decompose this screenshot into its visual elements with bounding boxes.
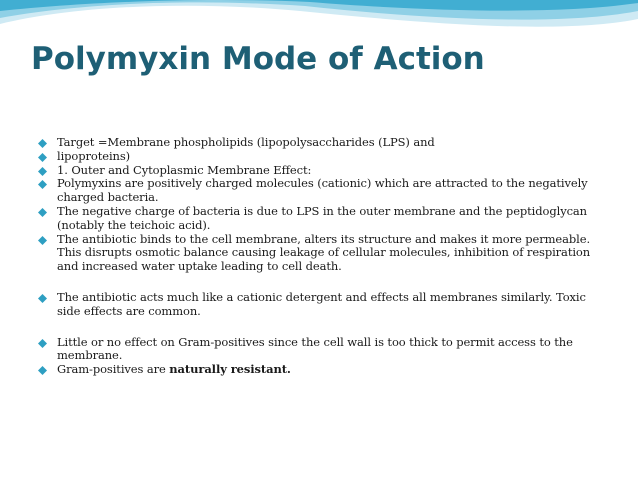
diamond-bullet-icon [38, 208, 47, 217]
diamond-bullet-icon [38, 167, 47, 176]
bullet-item [38, 205, 606, 233]
bullet-item [38, 164, 606, 178]
bullet-text: 1. Outer and Cytoplasmic Membrane Effect: [57, 162, 312, 177]
diamond-bullet-icon [38, 153, 47, 162]
bullet-text: Little or no effect on Gram-positives since the cell wall is too thick to permit access to the membrane. [57, 334, 573, 363]
bullet-text: lipoproteins) [57, 148, 131, 163]
bullet-text: Target =Membrane phospholipids (lipopolysaccharides (LPS) and [57, 135, 435, 149]
diamond-bullet-icon [38, 339, 47, 348]
bullet-item [38, 177, 606, 205]
bullet-text: The negative charge of bacteria is due to LPS in the outer membrane and the peptidoglycan (notably the teichoic acid). [57, 203, 587, 232]
bullet-text: The antibiotic acts much like a cationic detergent and effects all membranes similarly. Toxic side effects are common. [57, 289, 586, 318]
bullet-bold-text: naturally resistant. [169, 362, 291, 377]
bullet-text: Gram-positives are [57, 362, 170, 377]
bullet-item [38, 291, 606, 319]
bullet-text: The antibiotic binds to the cell membrane, alters its structure and makes it more permeable. This disrupts osmotic balance causing leakage of cellular molecules, inhibition of respiration and increased water uptake leading to cell death. [57, 231, 591, 274]
bullet-text: Polymyxins are positively charged molecules (cationic) which are attracted to the negatively charged bacteria. [57, 176, 588, 205]
bullet-list [38, 136, 606, 377]
header-wave-decoration [0, 0, 638, 38]
bullet-item [38, 233, 606, 274]
bullet-item [38, 336, 606, 364]
slide-title: Polymyxin Mode of Action [31, 41, 485, 77]
bullet-item [38, 150, 606, 164]
bullet-item [38, 136, 606, 150]
diamond-bullet-icon [38, 180, 47, 189]
diamond-bullet-icon [38, 236, 47, 245]
diamond-bullet-icon [38, 366, 47, 375]
bullet-item [38, 363, 606, 377]
diamond-bullet-icon [38, 294, 47, 303]
diamond-bullet-icon [38, 139, 47, 148]
